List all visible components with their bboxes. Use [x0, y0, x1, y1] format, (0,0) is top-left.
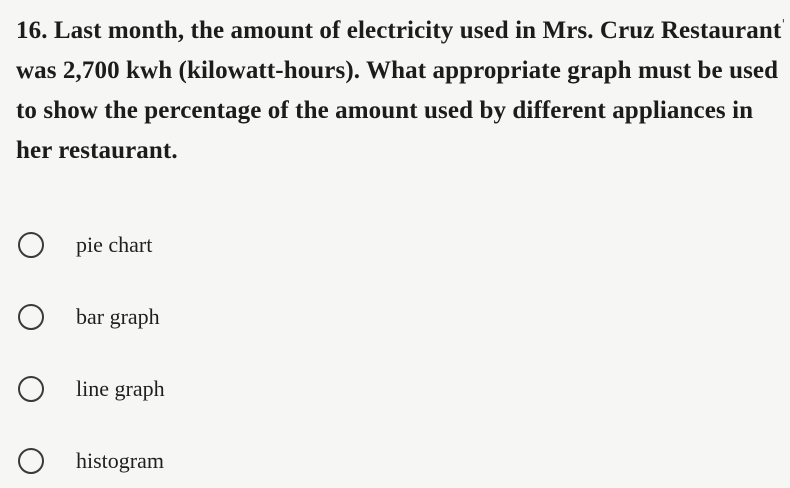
- option-label: line graph: [76, 376, 165, 401]
- radio-icon[interactable]: [18, 232, 44, 258]
- option-pie-chart[interactable]: [18, 228, 152, 262]
- radio-icon[interactable]: [18, 376, 44, 402]
- question-text: 16. Last month, the amount of electricity used in Mrs. Cruz Restaurant was 2,700 kwh (kilowatt-hours). What appropriate graph must be used to show the percentage of the amount used by different appliances in her restaurant.: [16, 17, 782, 164]
- option-label: pie chart: [76, 232, 153, 257]
- option-label: bar graph: [76, 304, 160, 329]
- option-line-graph[interactable]: [18, 372, 165, 406]
- option-bar-graph[interactable]: [18, 300, 160, 334]
- option-label: histogram: [76, 448, 164, 473]
- option-histogram[interactable]: [18, 444, 164, 478]
- radio-icon[interactable]: [18, 304, 44, 330]
- corner-mark: ': [781, 17, 785, 31]
- radio-icon[interactable]: [18, 448, 44, 474]
